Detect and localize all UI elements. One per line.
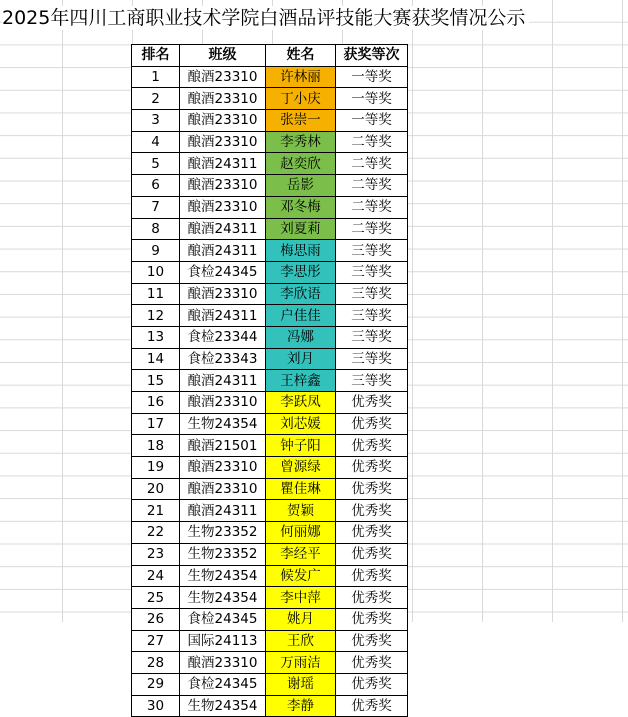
rank-cell[interactable]: 21 xyxy=(132,500,180,522)
class-cell[interactable]: 酿酒24311 xyxy=(180,305,266,327)
level-cell[interactable]: 三等奖 xyxy=(336,240,408,262)
table-row xyxy=(132,153,408,175)
table-row xyxy=(132,565,408,587)
name-cell[interactable]: 贺颖 xyxy=(266,500,336,522)
class-cell[interactable]: 生物23352 xyxy=(180,522,266,544)
level-cell[interactable]: 三等奖 xyxy=(336,305,408,327)
rank-cell[interactable]: 9 xyxy=(132,240,180,262)
table-row xyxy=(132,587,408,609)
level-cell[interactable]: 二等奖 xyxy=(336,153,408,175)
rank-cell[interactable]: 3 xyxy=(132,110,180,132)
table-row xyxy=(132,305,408,327)
level-cell[interactable]: 二等奖 xyxy=(336,196,408,218)
rank-cell[interactable]: 22 xyxy=(132,522,180,544)
table-row xyxy=(132,630,408,652)
level-cell[interactable]: 一等奖 xyxy=(336,110,408,132)
level-cell[interactable]: 一等奖 xyxy=(336,66,408,88)
name-cell[interactable]: 何丽娜 xyxy=(266,522,336,544)
level-cell[interactable]: 优秀奖 xyxy=(336,652,408,674)
level-cell[interactable]: 优秀奖 xyxy=(336,457,408,479)
class-cell[interactable]: 酿酒23310 xyxy=(180,392,266,414)
name-cell[interactable]: 王梓鑫 xyxy=(266,370,336,392)
table-row xyxy=(132,392,408,414)
name-cell[interactable]: 瞿佳琳 xyxy=(266,478,336,500)
class-cell[interactable]: 生物23352 xyxy=(180,543,266,565)
table-row xyxy=(132,348,408,370)
rank-cell[interactable]: 1 xyxy=(132,66,180,88)
level-cell[interactable]: 优秀奖 xyxy=(336,435,408,457)
class-cell[interactable]: 酿酒24311 xyxy=(180,370,266,392)
award-table-body xyxy=(132,66,408,717)
class-cell[interactable]: 酿酒23310 xyxy=(180,652,266,674)
rank-cell[interactable]: 24 xyxy=(132,565,180,587)
table-row xyxy=(132,326,408,348)
level-cell[interactable]: 优秀奖 xyxy=(336,608,408,630)
class-cell[interactable]: 酿酒24311 xyxy=(180,240,266,262)
name-cell[interactable]: 李中萍 xyxy=(266,587,336,609)
table-row xyxy=(132,435,408,457)
rank-cell[interactable]: 2 xyxy=(132,88,180,110)
table-row xyxy=(132,478,408,500)
level-cell[interactable]: 三等奖 xyxy=(336,348,408,370)
header-name[interactable]: 姓名 xyxy=(266,45,336,67)
level-cell[interactable]: 二等奖 xyxy=(336,131,408,153)
table-row xyxy=(132,500,408,522)
name-cell[interactable]: 张崇一 xyxy=(266,110,336,132)
class-cell[interactable]: 生物24354 xyxy=(180,695,266,717)
rank-cell[interactable]: 13 xyxy=(132,326,180,348)
name-cell[interactable]: 户佳佳 xyxy=(266,305,336,327)
table-row xyxy=(132,88,408,110)
level-cell[interactable]: 三等奖 xyxy=(336,261,408,283)
table-row xyxy=(132,413,408,435)
class-cell[interactable]: 生物24354 xyxy=(180,565,266,587)
header-class[interactable]: 班级 xyxy=(180,45,266,67)
rank-cell[interactable]: 26 xyxy=(132,608,180,630)
name-cell[interactable]: 赵奕欣 xyxy=(266,153,336,175)
rank-cell[interactable]: 4 xyxy=(132,131,180,153)
class-cell[interactable]: 食检24345 xyxy=(180,673,266,695)
class-cell[interactable]: 酿酒21501 xyxy=(180,435,266,457)
table-row xyxy=(132,131,408,153)
header-level[interactable]: 获奖等次 xyxy=(336,45,408,67)
name-cell[interactable]: 李欣语 xyxy=(266,283,336,305)
table-row xyxy=(132,457,408,479)
name-cell[interactable]: 李经平 xyxy=(266,543,336,565)
rank-cell[interactable]: 28 xyxy=(132,652,180,674)
rank-cell[interactable]: 12 xyxy=(132,305,180,327)
rank-cell[interactable]: 11 xyxy=(132,283,180,305)
level-cell[interactable]: 优秀奖 xyxy=(336,413,408,435)
level-cell[interactable]: 三等奖 xyxy=(336,283,408,305)
rank-cell[interactable]: 27 xyxy=(132,630,180,652)
class-cell[interactable]: 食检23343 xyxy=(180,348,266,370)
sheet-title[interactable]: 2025年四川工商职业技术学院白酒品评技能大赛获奖情况公示 xyxy=(2,6,529,30)
name-cell[interactable]: 李跃凤 xyxy=(266,392,336,414)
name-cell[interactable]: 刘芯媛 xyxy=(266,413,336,435)
level-cell[interactable]: 优秀奖 xyxy=(336,500,408,522)
table-row xyxy=(132,175,408,197)
table-row xyxy=(132,608,408,630)
level-cell[interactable]: 优秀奖 xyxy=(336,587,408,609)
name-cell[interactable]: 钟子阳 xyxy=(266,435,336,457)
header-row xyxy=(132,45,408,67)
level-cell[interactable]: 三等奖 xyxy=(336,370,408,392)
class-cell[interactable]: 酿酒23310 xyxy=(180,175,266,197)
name-cell[interactable]: 万雨洁 xyxy=(266,652,336,674)
name-cell[interactable]: 许林丽 xyxy=(266,66,336,88)
name-cell[interactable]: 邓冬梅 xyxy=(266,196,336,218)
table-row xyxy=(132,261,408,283)
rank-cell[interactable]: 8 xyxy=(132,218,180,240)
header-rank[interactable]: 排名 xyxy=(132,45,180,67)
table-row xyxy=(132,66,408,88)
class-cell[interactable]: 酿酒24311 xyxy=(180,500,266,522)
table-row xyxy=(132,218,408,240)
name-cell[interactable]: 刘夏莉 xyxy=(266,218,336,240)
rank-cell[interactable]: 20 xyxy=(132,478,180,500)
class-cell[interactable]: 生物24354 xyxy=(180,587,266,609)
rank-cell[interactable]: 17 xyxy=(132,413,180,435)
table-row xyxy=(132,543,408,565)
class-cell[interactable]: 酿酒23310 xyxy=(180,66,266,88)
rank-cell[interactable]: 25 xyxy=(132,587,180,609)
name-cell[interactable]: 刘月 xyxy=(266,348,336,370)
level-cell[interactable]: 优秀奖 xyxy=(336,478,408,500)
rank-cell[interactable]: 15 xyxy=(132,370,180,392)
table-row xyxy=(132,370,408,392)
class-cell[interactable]: 食检23344 xyxy=(180,326,266,348)
rank-cell[interactable]: 19 xyxy=(132,457,180,479)
level-cell[interactable]: 优秀奖 xyxy=(336,673,408,695)
name-cell[interactable]: 岳影 xyxy=(266,175,336,197)
class-cell[interactable]: 生物24354 xyxy=(180,413,266,435)
name-cell[interactable]: 谢瑶 xyxy=(266,673,336,695)
table-row xyxy=(132,196,408,218)
name-cell[interactable]: 李静 xyxy=(266,695,336,717)
name-cell[interactable]: 李思彤 xyxy=(266,261,336,283)
name-cell[interactable]: 梅思雨 xyxy=(266,240,336,262)
rank-cell[interactable]: 16 xyxy=(132,392,180,414)
award-table xyxy=(131,44,408,717)
table-row xyxy=(132,695,408,717)
rank-cell[interactable]: 14 xyxy=(132,348,180,370)
rank-cell[interactable]: 23 xyxy=(132,543,180,565)
name-cell[interactable]: 李秀林 xyxy=(266,131,336,153)
level-cell[interactable]: 一等奖 xyxy=(336,88,408,110)
level-cell[interactable]: 三等奖 xyxy=(336,326,408,348)
class-cell[interactable]: 酿酒24311 xyxy=(180,218,266,240)
name-cell[interactable]: 候发广 xyxy=(266,565,336,587)
level-cell[interactable]: 优秀奖 xyxy=(336,695,408,717)
rank-cell[interactable]: 7 xyxy=(132,196,180,218)
rank-cell[interactable]: 29 xyxy=(132,673,180,695)
name-cell[interactable]: 冯娜 xyxy=(266,326,336,348)
level-cell[interactable]: 优秀奖 xyxy=(336,565,408,587)
name-cell[interactable]: 曾源绿 xyxy=(266,457,336,479)
rank-cell[interactable]: 30 xyxy=(132,695,180,717)
name-cell[interactable]: 姚月 xyxy=(266,608,336,630)
table-row xyxy=(132,673,408,695)
name-cell[interactable]: 王欣 xyxy=(266,630,336,652)
table-row xyxy=(132,652,408,674)
table-row xyxy=(132,110,408,132)
class-cell[interactable]: 酿酒23310 xyxy=(180,131,266,153)
rank-cell[interactable]: 10 xyxy=(132,261,180,283)
class-cell[interactable]: 酿酒23310 xyxy=(180,283,266,305)
level-cell[interactable]: 优秀奖 xyxy=(336,543,408,565)
table-row xyxy=(132,522,408,544)
class-cell[interactable]: 酿酒23310 xyxy=(180,110,266,132)
table-row xyxy=(132,240,408,262)
class-cell[interactable]: 酿酒24311 xyxy=(180,153,266,175)
level-cell[interactable]: 优秀奖 xyxy=(336,392,408,414)
level-cell[interactable]: 二等奖 xyxy=(336,175,408,197)
rank-cell[interactable]: 6 xyxy=(132,175,180,197)
name-cell[interactable]: 丁小庆 xyxy=(266,88,336,110)
rank-cell[interactable]: 5 xyxy=(132,153,180,175)
table-row xyxy=(132,283,408,305)
class-cell[interactable]: 国际24113 xyxy=(180,630,266,652)
class-cell[interactable]: 食检24345 xyxy=(180,608,266,630)
class-cell[interactable]: 酿酒23310 xyxy=(180,88,266,110)
level-cell[interactable]: 二等奖 xyxy=(336,218,408,240)
class-cell[interactable]: 酿酒23310 xyxy=(180,457,266,479)
class-cell[interactable]: 酿酒23310 xyxy=(180,478,266,500)
class-cell[interactable]: 食检24345 xyxy=(180,261,266,283)
rank-cell[interactable]: 18 xyxy=(132,435,180,457)
level-cell[interactable]: 优秀奖 xyxy=(336,630,408,652)
class-cell[interactable]: 酿酒23310 xyxy=(180,196,266,218)
level-cell[interactable]: 优秀奖 xyxy=(336,522,408,544)
